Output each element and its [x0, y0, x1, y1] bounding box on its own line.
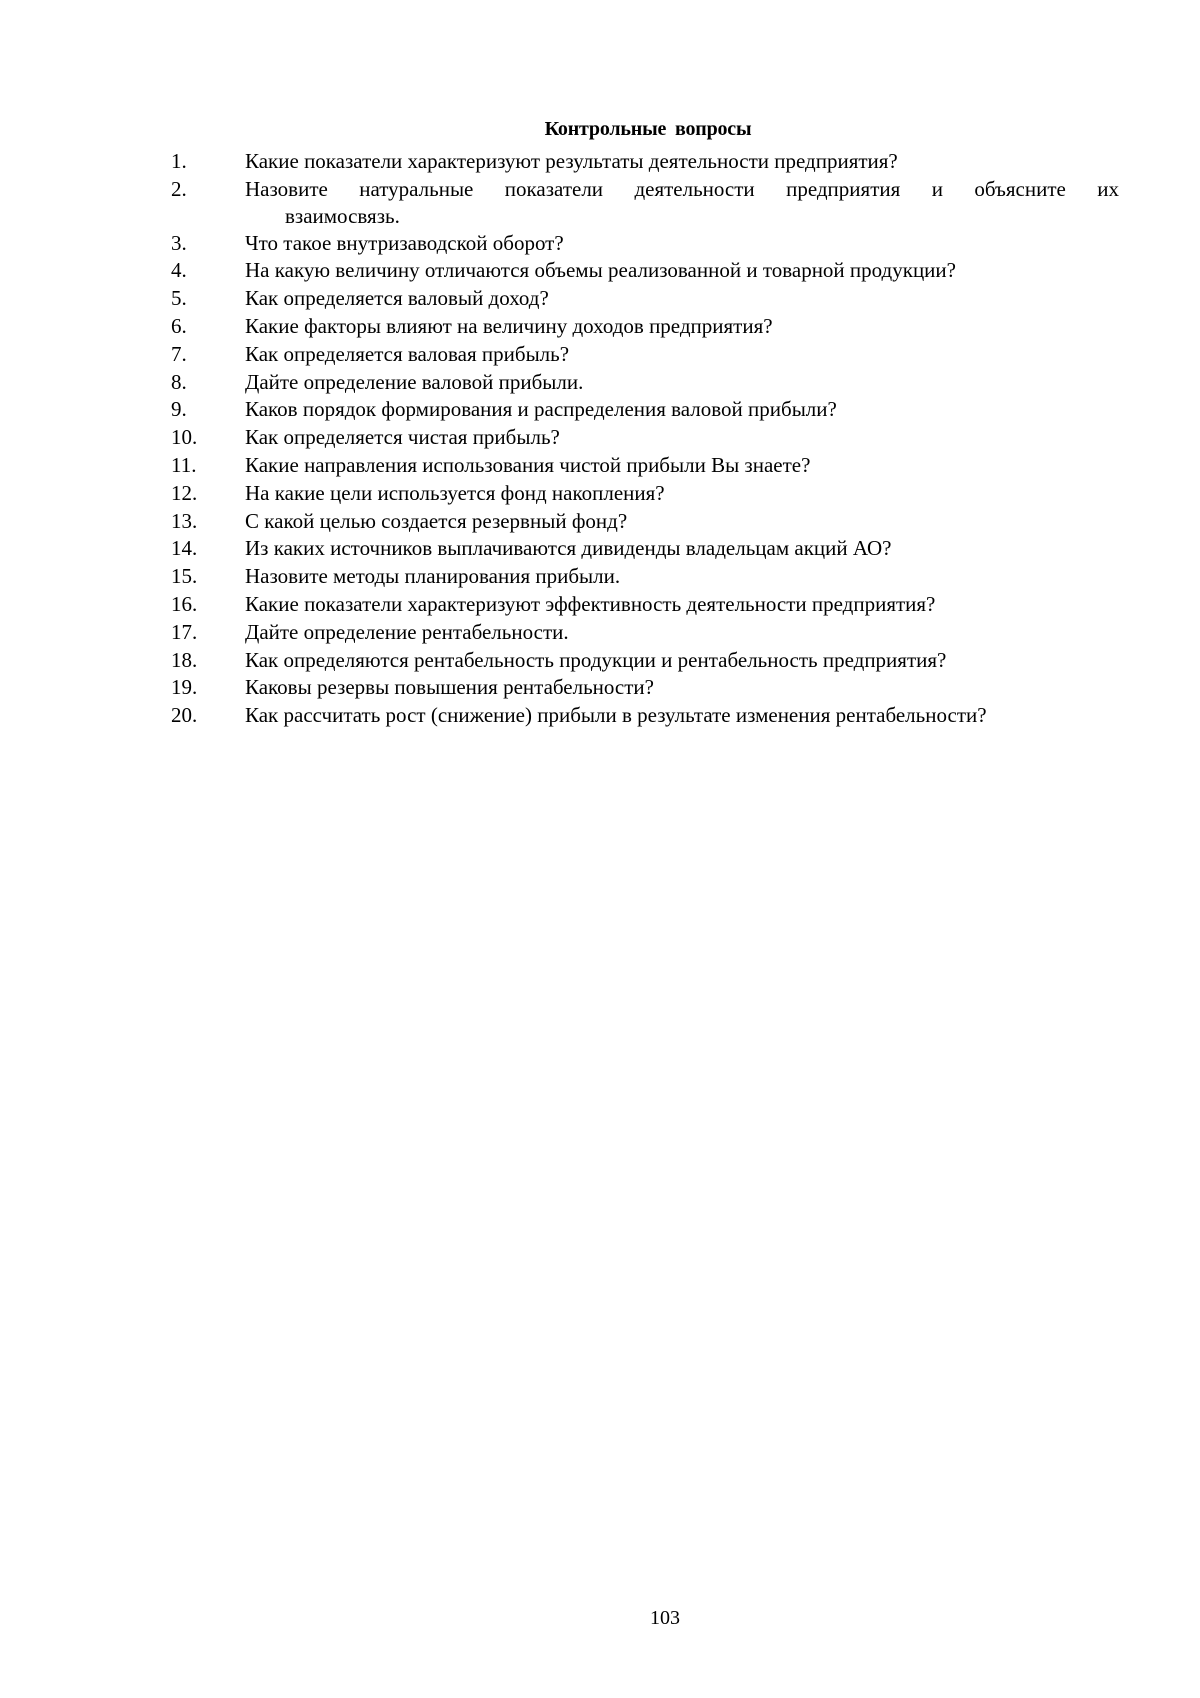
- question-number: 18.: [171, 647, 198, 672]
- question-item: [171, 313, 1119, 341]
- question-item: [171, 257, 1119, 285]
- question-item: [171, 591, 1119, 619]
- question-text: Какие факторы влияют на величину доходов предприятия?: [245, 313, 773, 338]
- question-text: Назовите натуральные показатели деятельности предприятия и объясните их: [245, 176, 1119, 201]
- question-item: [171, 619, 1119, 647]
- question-text: На какую величину отличаются объемы реализованной и товарной продукции?: [245, 258, 956, 283]
- page-heading: Контрольные вопросы: [544, 118, 752, 140]
- question-item: [171, 702, 1119, 730]
- question-text-continuation: взаимосвязь.: [285, 203, 400, 228]
- question-item: [171, 396, 1119, 424]
- question-text: Как определяются рентабельность продукции и рентабельность предприятия?: [245, 647, 947, 672]
- question-number: 2.: [171, 176, 187, 201]
- question-item: [171, 176, 1119, 228]
- question-number: 16.: [171, 591, 198, 616]
- question-number: 15.: [171, 564, 198, 589]
- question-number: 4.: [171, 258, 187, 283]
- question-text: С какой целью создается резервный фонд?: [245, 508, 628, 533]
- question-item: [171, 535, 1119, 563]
- question-number: 13.: [171, 508, 198, 533]
- question-item: [171, 647, 1119, 675]
- question-item: [171, 341, 1119, 369]
- question-number: 10.: [171, 425, 198, 450]
- question-text: Какие показатели характеризуют результаты деятельности предприятия?: [245, 149, 898, 173]
- question-item: [171, 230, 1119, 258]
- question-number: 7.: [171, 341, 187, 366]
- question-number: 17.: [171, 619, 198, 644]
- question-list: [171, 148, 1119, 730]
- question-item: [171, 369, 1119, 397]
- question-text: Какие показатели характеризуют эффективность деятельности предприятия?: [245, 591, 936, 616]
- question-number: 14.: [171, 536, 198, 561]
- question-text: Каков порядок формирования и распределения валовой прибыли?: [245, 397, 837, 422]
- question-item: [171, 148, 1119, 176]
- question-number: 1.: [171, 149, 187, 173]
- question-text: Дайте определение рентабельности.: [245, 619, 569, 644]
- question-number: 20.: [171, 703, 198, 728]
- question-text: Как определяется валовый доход?: [245, 286, 549, 311]
- page-number: 103: [650, 1607, 680, 1629]
- question-number: 6.: [171, 313, 187, 338]
- question-text: Как определяется чистая прибыль?: [245, 425, 560, 450]
- question-text: Какие направления использования чистой прибыли Вы знаете?: [245, 452, 811, 477]
- question-text: На какие цели используется фонд накопления?: [245, 480, 665, 505]
- question-item: [171, 285, 1119, 313]
- question-text: Каковы резервы повышения рентабельности?: [245, 675, 654, 700]
- question-text: Как рассчитать рост (снижение) прибыли в результате изменения рентабельности?: [245, 703, 987, 728]
- question-text: Как определяется валовая прибыль?: [245, 341, 570, 366]
- question-item: [171, 452, 1119, 480]
- question-number: 12.: [171, 480, 198, 505]
- question-number: 9.: [171, 397, 187, 422]
- question-text: Из каких источников выплачиваются дивиденды владельцам акций АО?: [245, 536, 892, 561]
- question-number: 8.: [171, 369, 187, 394]
- question-item: [171, 480, 1119, 508]
- question-item: [171, 424, 1119, 452]
- question-text: Дайте определение валовой прибыли.: [245, 369, 584, 394]
- question-number: 3.: [171, 230, 187, 255]
- question-number: 5.: [171, 286, 187, 311]
- question-number: 19.: [171, 675, 198, 700]
- question-text: Назовите методы планирования прибыли.: [245, 564, 621, 589]
- question-text: Что такое внутризаводской оборот?: [245, 230, 564, 255]
- question-number: 11.: [171, 452, 197, 477]
- question-item: [171, 563, 1119, 591]
- question-item: [171, 508, 1119, 536]
- question-item: [171, 674, 1119, 702]
